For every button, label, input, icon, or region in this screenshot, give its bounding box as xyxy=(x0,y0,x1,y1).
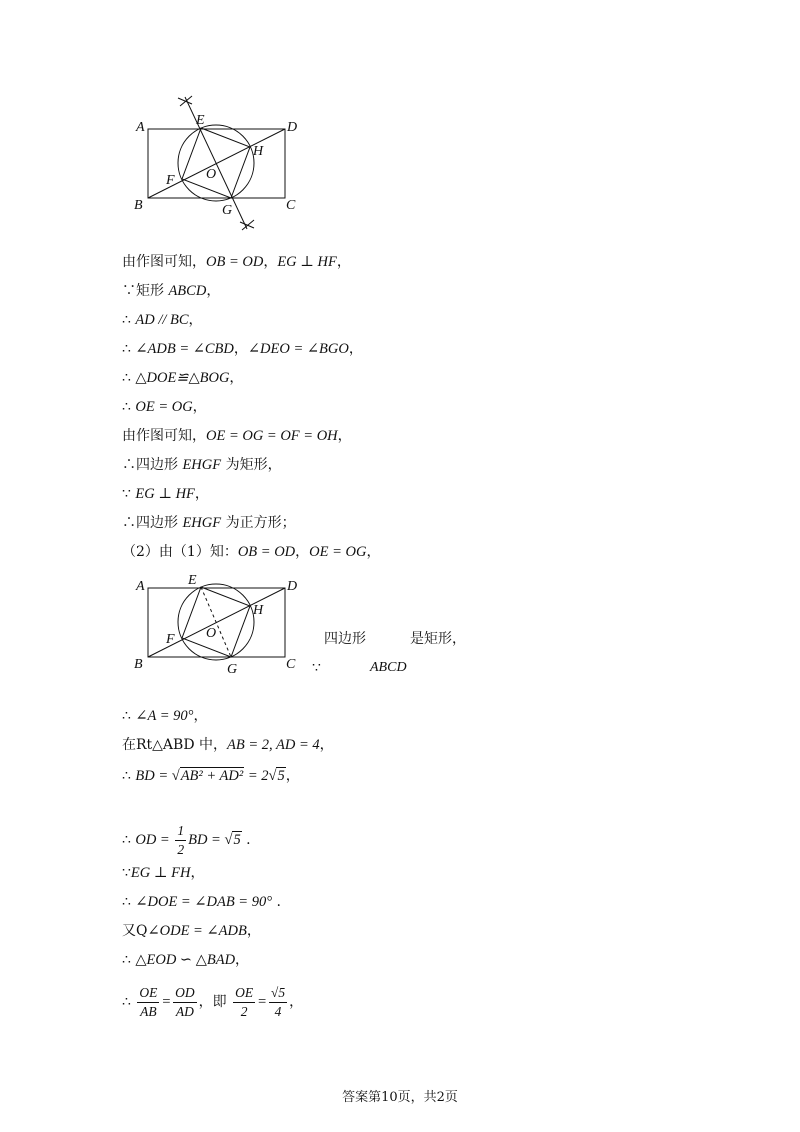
label-d: D xyxy=(287,579,298,594)
fraction-oe-2: $\frac{OE}{2}$ xyxy=(235,985,254,1019)
line-1: 由作图可知，OB = OD，EG ⊥ HF， xyxy=(122,254,351,270)
dashed-line-eg xyxy=(201,587,231,657)
line-8: ∴四边形 EHGF 为矩形， xyxy=(122,457,282,473)
line-10: ∴四边形 EHGF 为正方形； xyxy=(122,515,296,531)
line-4: ∴ ∠ADB = ∠CBD，∠DEO = ∠BGO， xyxy=(122,341,363,357)
fraction-one-half: $\frac{1}{2}$ xyxy=(177,823,185,857)
geometry-diagram-2 xyxy=(130,570,320,680)
label-h: H xyxy=(253,144,264,159)
side-text-quadrilateral: 四边形 xyxy=(324,631,366,647)
line-15: ∴ OD = $\frac{1}{2}$ BD = √5 . xyxy=(122,823,251,857)
line-6: ∴ OE = OG， xyxy=(122,399,207,415)
arc-mark-top-2 xyxy=(180,96,192,106)
label-o: O xyxy=(206,167,217,182)
page-footer: 答案第10页，共2页 xyxy=(342,1090,458,1105)
line-9: ∵ EG ⊥ HF， xyxy=(122,486,209,502)
label-c: C xyxy=(286,198,296,213)
label-b: B xyxy=(134,198,143,213)
line-18: 又Q∠ODE = ∠ADB， xyxy=(122,923,261,939)
label-o: O xyxy=(206,626,217,641)
line-14: ∴ BD = √AB² + AD² = 2√5， xyxy=(122,768,300,784)
arc-mark-top-1 xyxy=(178,98,192,104)
line-3: ∴ AD // BC， xyxy=(122,312,203,328)
label-e: E xyxy=(188,573,197,588)
geometry-diagram-1 xyxy=(130,92,320,232)
line-20: ∴ $\frac{OE}{AB}$ = $\frac{OD}{AD}$ ，即 $\frac{OE}{2}$ = $\frac{√5}{4}$ ， xyxy=(122,985,304,1019)
line-12: ∴ ∠A = 90°， xyxy=(122,708,208,724)
arc-mark-bottom-1 xyxy=(240,222,254,228)
label-g: G xyxy=(227,662,238,677)
label-d: D xyxy=(287,120,298,135)
line-16: ∵EG ⊥ FH， xyxy=(122,865,205,881)
side-text-is-rectangle: 是矩形， xyxy=(410,631,466,647)
line-eg xyxy=(185,97,247,229)
side-text-because: ∵ xyxy=(312,660,321,676)
line-7: 由作图可知，OE = OG = OF = OH， xyxy=(122,428,352,444)
label-f: F xyxy=(166,173,175,188)
line-19: ∴ △EOD ∽ △BAD， xyxy=(122,952,250,968)
line-2: ∵矩形 ABCD， xyxy=(122,283,221,299)
line-17: ∴ ∠DOE = ∠DAB = 90° . xyxy=(122,894,281,910)
figure-2 xyxy=(130,570,320,680)
label-f: F xyxy=(166,632,175,647)
fraction-od-ad: $\frac{OD}{AD}$ xyxy=(175,985,195,1019)
label-b: B xyxy=(134,657,143,672)
line-13: 在Rt△ABD 中，AB = 2, AD = 4， xyxy=(122,737,334,753)
side-text-abcd: ABCD xyxy=(370,660,407,675)
line-5: ∴ △DOE≌△BOG， xyxy=(122,370,244,386)
label-a: A xyxy=(136,579,145,594)
fraction-oe-ab: $\frac{OE}{AB}$ xyxy=(139,985,158,1019)
line-11: （2）由（1）知：OB = OD，OE = OG， xyxy=(122,544,381,560)
label-g: G xyxy=(222,203,233,218)
label-c: C xyxy=(286,657,296,672)
label-e: E xyxy=(196,113,205,128)
figure-1 xyxy=(130,92,320,232)
label-a: A xyxy=(136,120,145,135)
label-h: H xyxy=(253,603,264,618)
fraction-sqrt5-4: $\frac{√5}{4}$ xyxy=(270,985,286,1019)
